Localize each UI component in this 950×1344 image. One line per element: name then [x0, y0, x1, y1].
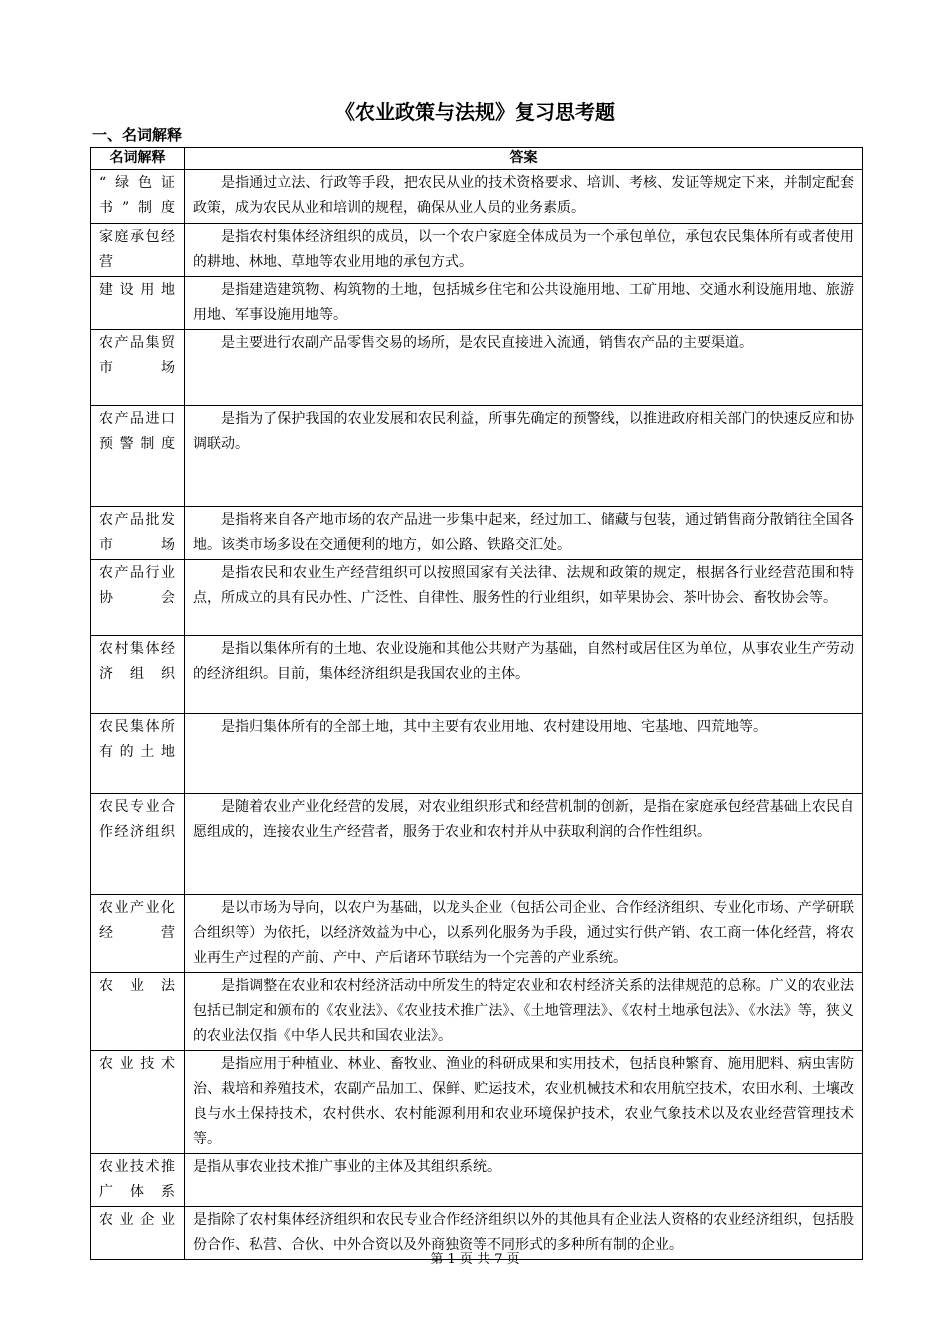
term-cell: “绿色证书”制度 [91, 170, 185, 224]
answer-cell: 是指通过立法、行政等手段，把农民从业的技术资格要求、培训、考核、发证等规定下来，并制定配套政策，成为农民从业和培训的规程，确保从业人员的业务素质。 [185, 170, 863, 224]
table-header-row [91, 148, 863, 170]
answer-cell: 是指农民和农业生产经营组织可以按照国家有关法律、法规和政策的规定，根据各行业经营范围和特点，所成立的具有民办性、广泛性、自律性、服务性的行业组织，如苹果协会、茶叶协会、畜牧协会等。 [185, 560, 863, 636]
term-cell: 农民专业合作经济组织 [91, 794, 185, 895]
table-row [91, 560, 863, 636]
header-answer: 答案 [185, 148, 863, 170]
term-cell: 农业产业化经营 [91, 895, 185, 973]
term-cell: 农业企业 [91, 1207, 185, 1260]
answer-cell: 是指为了保护我国的农业发展和农民利益，所事先确定的预警线，以推进政府相关部门的快速反应和协调联动。 [185, 406, 863, 507]
table-row [91, 1154, 863, 1207]
table-row [91, 224, 863, 277]
term-cell: 农业法 [91, 973, 185, 1051]
term-cell: 农村集体经济组织 [91, 636, 185, 714]
answer-cell: 是以市场为导向，以农户为基础，以龙头企业（包括公司企业、合作经济组织、专业化市场、产学研联合组织等）为依托，以经济效益为中心，以系列化服务为手段，通过实行供产销、农工商一体化经营，将农业再生产过程的产前、产中、产后诸环节联结为一个完善的产业系统。 [185, 895, 863, 973]
table-row [91, 895, 863, 973]
answer-cell: 是指应用于种植业、林业、畜牧业、渔业的科研成果和实用技术，包括良种繁育、施用肥料、病虫害防治、栽培和养殖技术，农副产品加工、保鲜、贮运技术，农业机械技术和农用航空技术，农田水利、土壤改良与水土保持技术，农村供水、农村能源利用和农业环境保护技术，农业气象技术以及农业经营管理技术等。 [185, 1051, 863, 1154]
answer-cell: 是指归集体所有的全部土地，其中主要有农业用地、农村建设用地、宅基地、四荒地等。 [185, 714, 863, 794]
term-cell: 农产品行业协会 [91, 560, 185, 636]
term-cell: 农业技术推广体系 [91, 1154, 185, 1207]
answer-cell: 是指建造建筑物、构筑物的土地，包括城乡住宅和公共设施用地、工矿用地、交通水利设施用地、旅游用地、军事设施用地等。 [185, 277, 863, 330]
table-row [91, 507, 863, 560]
answer-cell: 是指将来自各产地市场的农产品进一步集中起来，经过加工、储藏与包装，通过销售商分散销往全国各地。该类市场多设在交通便利的地方，如公路、铁路交汇处。 [185, 507, 863, 560]
answer-cell: 是随着农业产业化经营的发展，对农业组织形式和经营机制的创新，是指在家庭承包经营基础上农民自愿组成的，连接农业生产经营者，服务于农业和农村并从中获取利润的合作性组织。 [185, 794, 863, 895]
table-row [91, 636, 863, 714]
page-title: 《农业政策与法规》复习思考题 [335, 100, 615, 124]
table-row [91, 794, 863, 895]
table-row [91, 406, 863, 507]
definitions-table [90, 147, 863, 1260]
answer-cell: 是指调整在农业和农村经济活动中所发生的特定农业和农村经济关系的法律规范的总称。广义的农业法包括已制定和颁布的《农业法》、《农业技术推广法》、《土地管理法》、《农村土地承包法》、《水法》等，狭义的农业法仅指《中华人民共和国农业法》。 [185, 973, 863, 1051]
table-row [91, 170, 863, 224]
answer-cell: 是指除了农村集体经济组织和农民专业合作经济组织以外的其他具有企业法人资格的农业经济组织，包括股份合作、私营、合伙、中外合资以及外商独资等不同形式的多种所有制的企业。 [185, 1207, 863, 1260]
answer-cell: 是主要进行农副产品零售交易的场所，是农民直接进入流通，销售农产品的主要渠道。 [185, 330, 863, 406]
header-term: 名词解释 [91, 148, 185, 170]
term-cell: 农产品批发市场 [91, 507, 185, 560]
term-cell: 建设用地 [91, 277, 185, 330]
term-cell: 农业技术 [91, 1051, 185, 1154]
answer-cell: 是指以集体所有的土地、农业设施和其他公共财产为基础，自然村或居住区为单位，从事农业生产劳动的经济组织。目前，集体经济组织是我国农业的主体。 [185, 636, 863, 714]
table-row [91, 714, 863, 794]
page-footer: 第 1 页 共 7 页 [430, 1252, 520, 1267]
answer-cell: 是指农村集体经济组织的成员，以一个农户家庭全体成员为一个承包单位，承包农民集体所有或者使用的耕地、林地、草地等农业用地的承包方式。 [185, 224, 863, 277]
term-cell: 农民集体所有的土地 [91, 714, 185, 794]
table-row [91, 973, 863, 1051]
section-heading: 一、名词解释 [92, 126, 183, 144]
table-row [91, 277, 863, 330]
term-cell: 农产品进口预警制度 [91, 406, 185, 507]
answer-cell: 是指从事农业技术推广事业的主体及其组织系统。 [185, 1154, 863, 1207]
table-row [91, 330, 863, 406]
term-cell: 家庭承包经营 [91, 224, 185, 277]
term-cell: 农产品集贸市场 [91, 330, 185, 406]
table-row [91, 1051, 863, 1154]
